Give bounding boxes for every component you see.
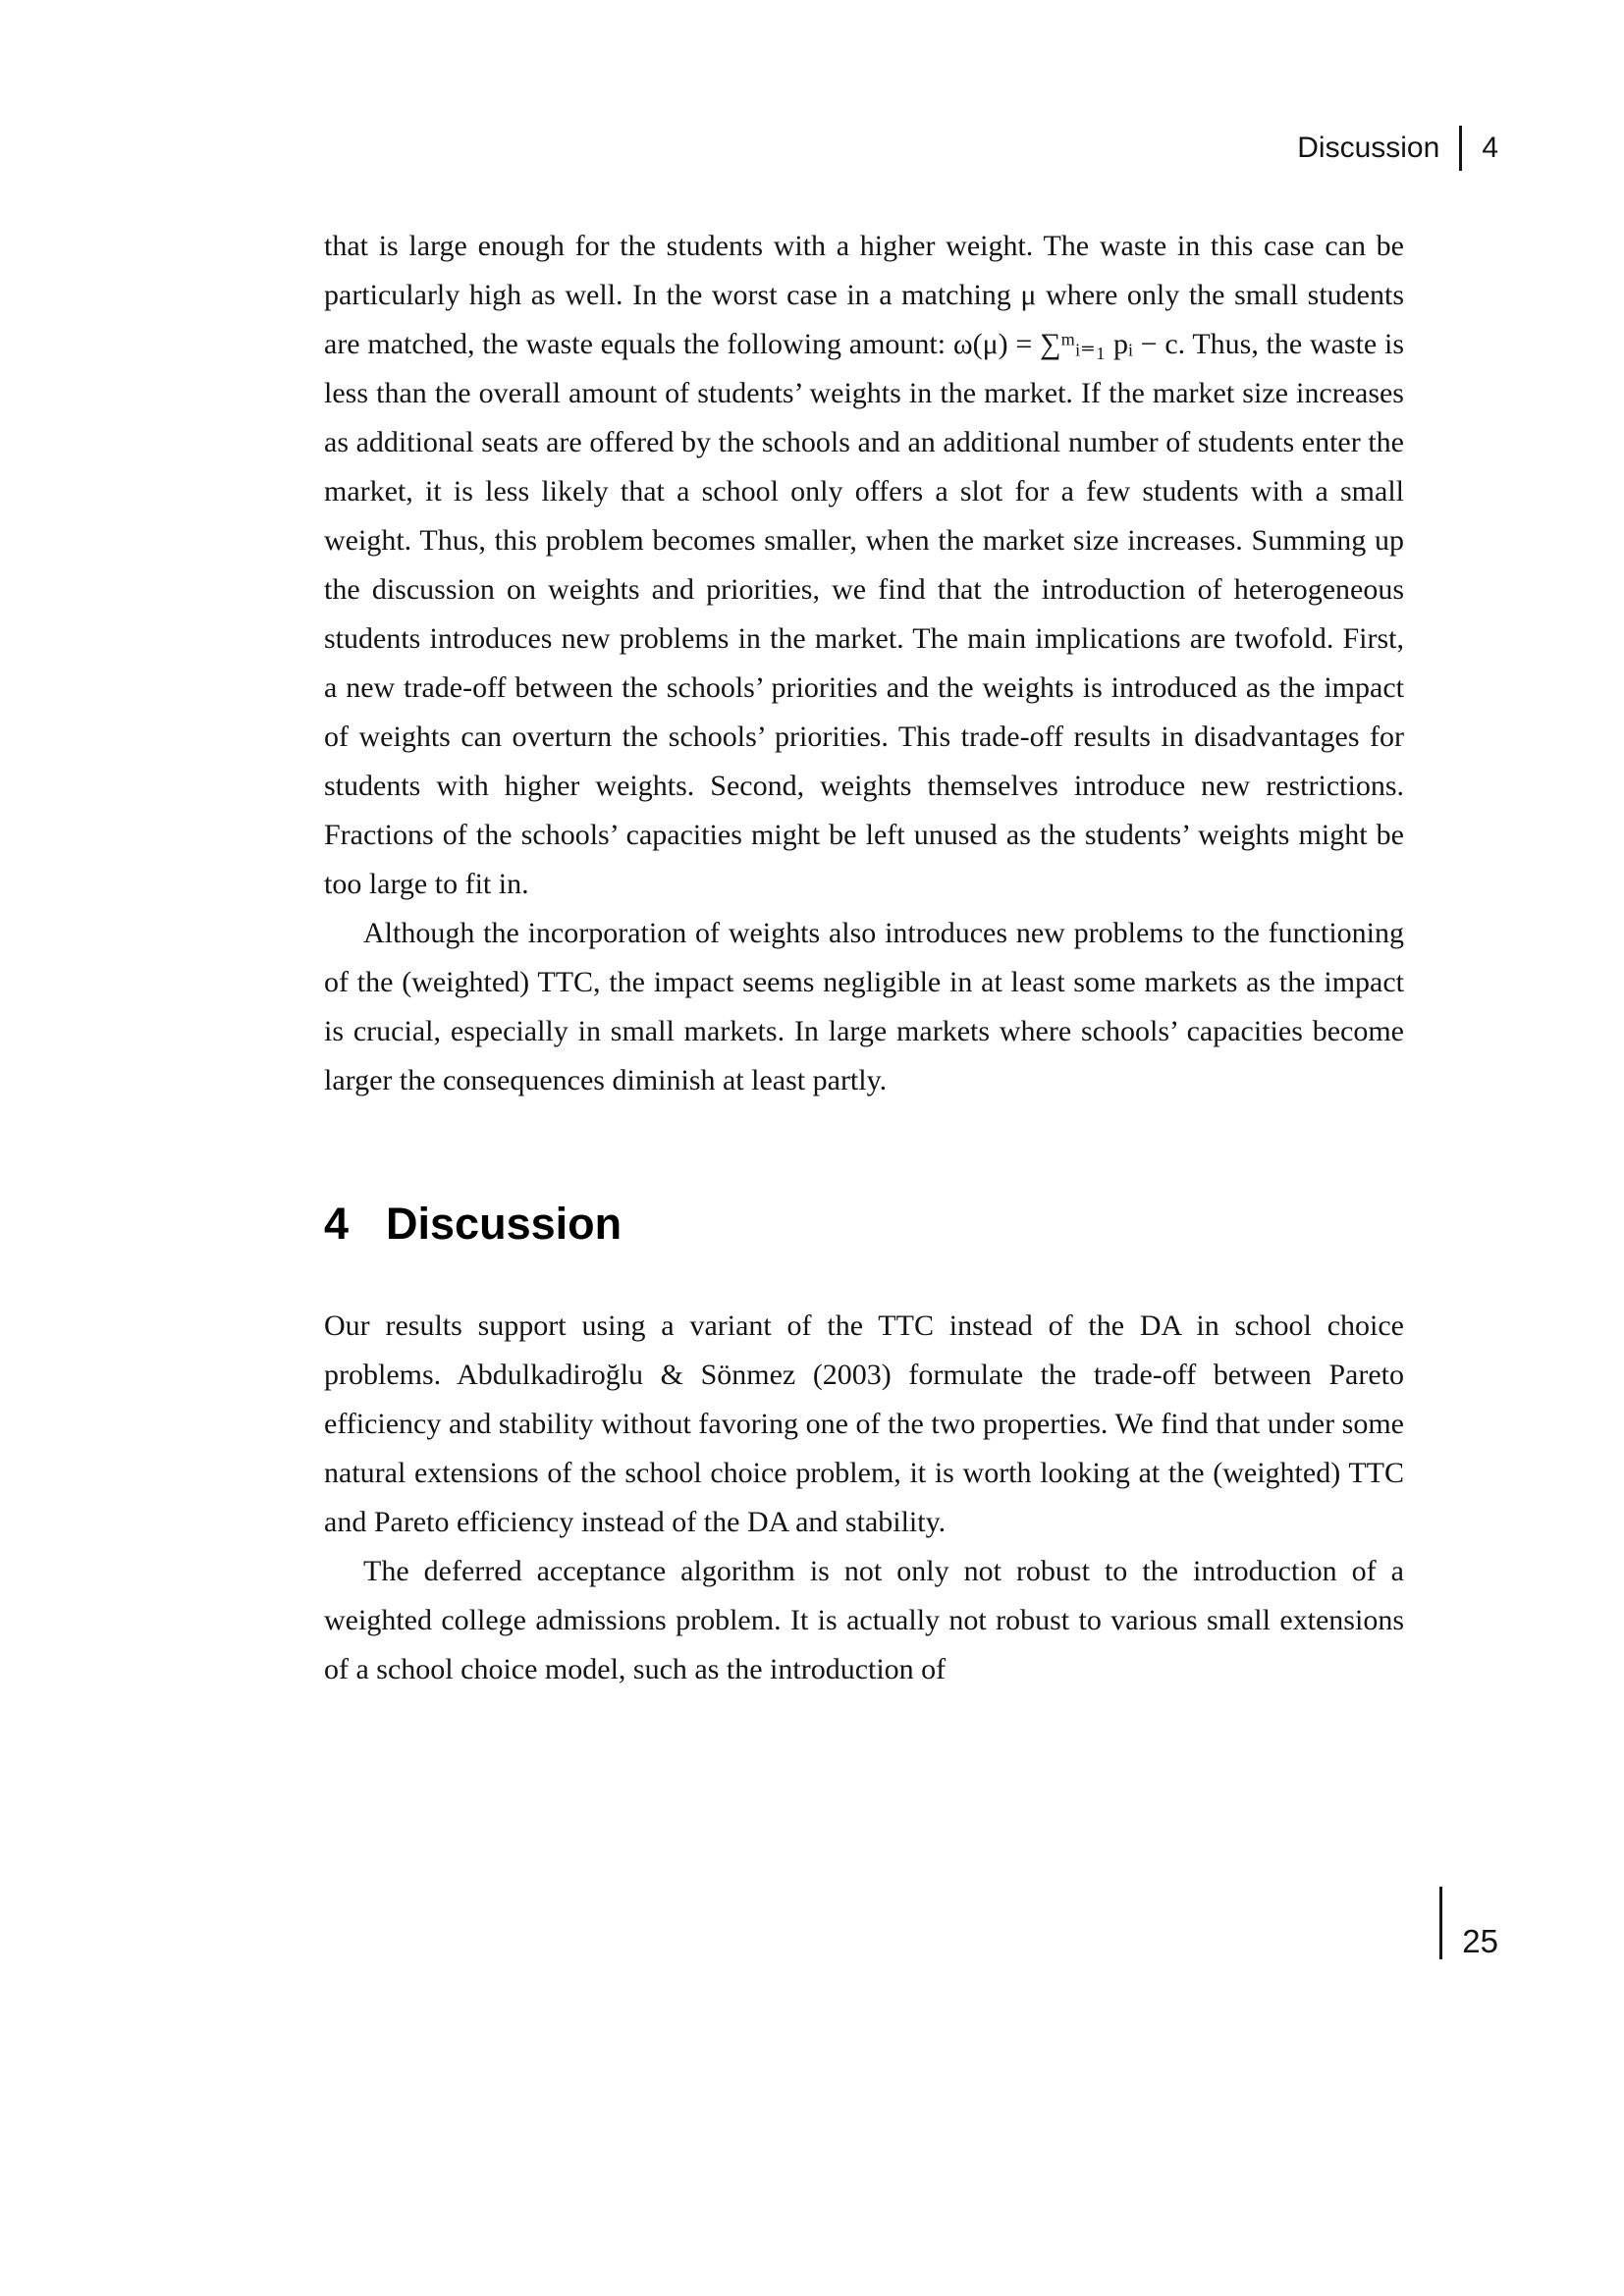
footer-divider-rule xyxy=(1439,1887,1442,1959)
paragraph: Although the incorporation of weights also introduces new problems to the functioning of the (weighted) TTC, the impact seems negligible in at least some markets as the impact is crucial, especially in small markets. In large markets where schools’ capacities become larger the consequences diminish at least partly. xyxy=(324,917,1404,1096)
page-body xyxy=(324,222,1404,1694)
section-heading-title: Discussion xyxy=(386,1199,623,1249)
running-header-section-title: Discussion xyxy=(1297,132,1440,164)
paragraph-group-before-heading xyxy=(324,222,1404,1105)
running-header xyxy=(324,126,1498,171)
paragraph: Our results support using a variant of the TTC instead of the DA in school choice problems. Abdulkadiroğlu & Sönmez (2003) formulate the trade-off between Pareto efficiency and stability without favoring one of the two properties. We find that under some natural extensions of the school choice problem, it is worth looking at the (weighted) TTC and Pareto efficiency instead of the DA and stability. xyxy=(324,1308,1404,1538)
running-header-section-number: 4 xyxy=(1482,132,1498,164)
section-heading-number: 4 xyxy=(324,1199,350,1249)
header-divider-rule xyxy=(1459,126,1462,171)
paragraph: The deferred acceptance algorithm is not only not robust to the introduction of a weighted college admissions problem. It is actually not robust to various small extensions of a school choice model, such as the introduction of xyxy=(324,1554,1404,1685)
section-heading xyxy=(324,1200,1404,1249)
page-footer xyxy=(324,1887,1498,1959)
paragraph: that is large enough for the students with a higher weight. The waste in this case can be particularly high as well. In the worst case in a matching μ where only the small students are matched, the waste equals the following amount: ω(μ) = ∑ᵐᵢ₌₁ pᵢ − c. Thus, the waste is less than the overall amount of students’ weights in the market. If the market size increases as additional seats are offered by the schools and an additional number of students enter the market, it is less likely that a school only offers a slot for a few students with a small weight. Thus, this problem becomes smaller, when the market size increases. Summing up the discussion on weights and priorities, we find that the introduction of heterogeneous students introduces new problems in the market. The main implications are twofold. First, a new trade-off between the schools’ priorities and the weights is introduced as the impact of weights can overturn the schools’ priorities. This trade-off results in disadvantages for students with higher weights. Second, weights themselves introduce new restrictions. Fractions of the schools’ capacities might be left unused as the students’ weights might be too large to fit in. xyxy=(324,230,1404,900)
page-number: 25 xyxy=(1462,1923,1498,1959)
paragraph-group-after-heading xyxy=(324,1302,1404,1694)
